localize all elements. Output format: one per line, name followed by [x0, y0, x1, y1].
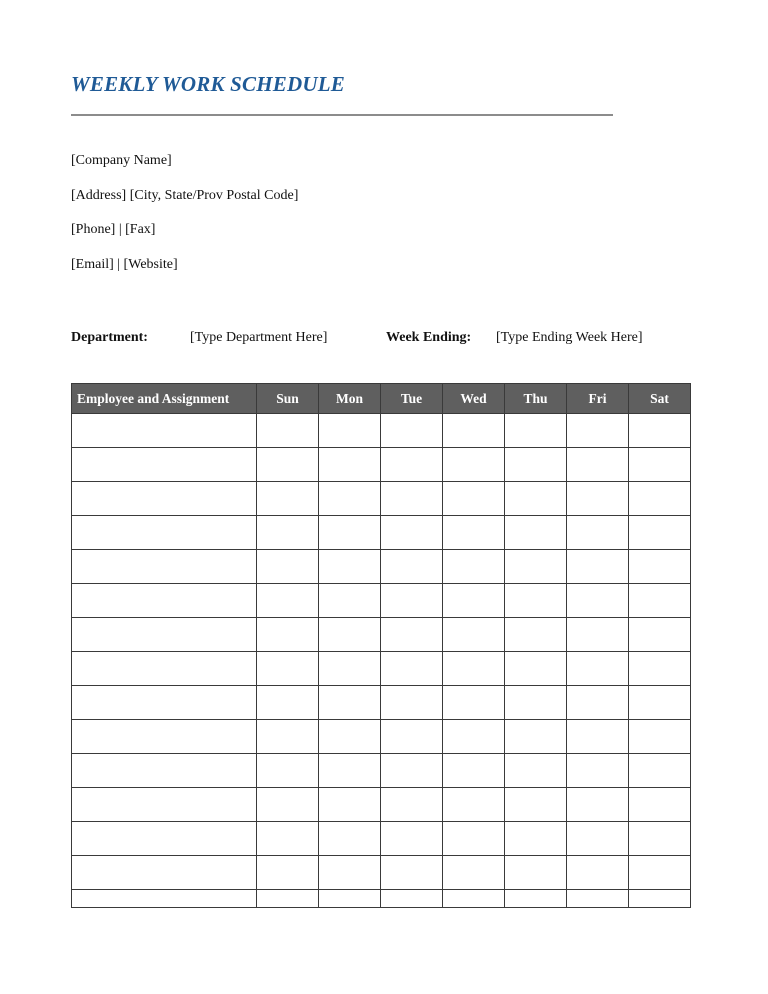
schedule-cell-sun[interactable]	[257, 788, 319, 822]
schedule-cell-fri[interactable]	[567, 720, 629, 754]
schedule-cell-fri[interactable]	[567, 448, 629, 482]
table-row	[72, 788, 691, 822]
schedule-body	[72, 414, 691, 908]
schedule-cell-sun[interactable]	[257, 720, 319, 754]
schedule-cell-fri[interactable]	[567, 550, 629, 584]
schedule-cell-thu[interactable]	[505, 686, 567, 720]
schedule-cell-employee[interactable]	[72, 482, 257, 516]
schedule-cell-sun[interactable]	[257, 516, 319, 550]
schedule-cell-fri[interactable]	[567, 890, 629, 908]
schedule-cell-thu[interactable]	[505, 788, 567, 822]
column-header-mon: Mon	[319, 384, 381, 414]
schedule-cell-wed[interactable]	[443, 686, 505, 720]
schedule-cell-tue[interactable]	[381, 414, 443, 448]
schedule-cell-sat[interactable]	[629, 584, 691, 618]
schedule-cell-sat[interactable]	[629, 822, 691, 856]
table-row	[72, 890, 691, 908]
schedule-cell-mon[interactable]	[319, 652, 381, 686]
schedule-cell-tue[interactable]	[381, 448, 443, 482]
schedule-cell-employee[interactable]	[72, 754, 257, 788]
schedule-cell-mon[interactable]	[319, 448, 381, 482]
schedule-cell-thu[interactable]	[505, 448, 567, 482]
schedule-cell-wed[interactable]	[443, 720, 505, 754]
company-phone-fax[interactable]: [Phone] | [Fax]	[71, 222, 156, 237]
schedule-cell-tue[interactable]	[381, 618, 443, 652]
schedule-cell-mon[interactable]	[319, 720, 381, 754]
schedule-cell-thu[interactable]	[505, 482, 567, 516]
company-address[interactable]: [Address] [City, State/Prov Postal Code]	[71, 188, 299, 203]
schedule-cell-sat[interactable]	[629, 754, 691, 788]
schedule-cell-fri[interactable]	[567, 788, 629, 822]
schedule-cell-wed[interactable]	[443, 618, 505, 652]
schedule-cell-sun[interactable]	[257, 652, 319, 686]
schedule-cell-tue[interactable]	[381, 754, 443, 788]
schedule-cell-wed[interactable]	[443, 788, 505, 822]
schedule-cell-thu[interactable]	[505, 652, 567, 686]
schedule-cell-fri[interactable]	[567, 618, 629, 652]
table-row	[72, 754, 691, 788]
schedule-cell-mon[interactable]	[319, 584, 381, 618]
schedule-cell-wed[interactable]	[443, 822, 505, 856]
schedule-cell-sat[interactable]	[629, 652, 691, 686]
document-title: WEEKLY WORK SCHEDULE	[71, 72, 345, 96]
schedule-cell-tue[interactable]	[381, 652, 443, 686]
schedule-cell-mon[interactable]	[319, 482, 381, 516]
schedule-cell-thu[interactable]	[505, 618, 567, 652]
schedule-cell-mon[interactable]	[319, 754, 381, 788]
schedule-cell-employee[interactable]	[72, 618, 257, 652]
schedule-cell-wed[interactable]	[443, 754, 505, 788]
schedule-cell-sat[interactable]	[629, 550, 691, 584]
company-name[interactable]: [Company Name]	[71, 153, 172, 168]
schedule-cell-mon[interactable]	[319, 822, 381, 856]
column-header-sat: Sat	[629, 384, 691, 414]
schedule-cell-sat[interactable]	[629, 448, 691, 482]
schedule-cell-wed[interactable]	[443, 856, 505, 890]
schedule-cell-employee[interactable]	[72, 448, 257, 482]
table-row	[72, 686, 691, 720]
table-row	[72, 448, 691, 482]
schedule-cell-wed[interactable]	[443, 550, 505, 584]
schedule-table	[71, 383, 691, 908]
schedule-cell-wed[interactable]	[443, 584, 505, 618]
schedule-cell-tue[interactable]	[381, 822, 443, 856]
week-ending-field[interactable]: [Type Ending Week Here]	[496, 330, 643, 345]
schedule-cell-employee[interactable]	[72, 584, 257, 618]
schedule-cell-tue[interactable]	[381, 856, 443, 890]
schedule-cell-wed[interactable]	[443, 652, 505, 686]
schedule-cell-sat[interactable]	[629, 516, 691, 550]
schedule-cell-mon[interactable]	[319, 890, 381, 908]
schedule-cell-sun[interactable]	[257, 550, 319, 584]
schedule-cell-sat[interactable]	[629, 890, 691, 908]
table-row	[72, 550, 691, 584]
column-header-wed: Wed	[443, 384, 505, 414]
schedule-cell-tue[interactable]	[381, 550, 443, 584]
table-row	[72, 482, 691, 516]
schedule-cell-tue[interactable]	[381, 482, 443, 516]
table-row	[72, 414, 691, 448]
schedule-cell-wed[interactable]	[443, 482, 505, 516]
schedule-cell-mon[interactable]	[319, 414, 381, 448]
schedule-cell-employee[interactable]	[72, 686, 257, 720]
schedule-cell-sun[interactable]	[257, 856, 319, 890]
schedule-cell-mon[interactable]	[319, 686, 381, 720]
table-row	[72, 720, 691, 754]
schedule-cell-mon[interactable]	[319, 516, 381, 550]
table-row	[72, 856, 691, 890]
schedule-cell-fri[interactable]	[567, 516, 629, 550]
column-header-fri: Fri	[567, 384, 629, 414]
schedule-cell-sun[interactable]	[257, 482, 319, 516]
schedule-cell-fri[interactable]	[567, 754, 629, 788]
schedule-cell-thu[interactable]	[505, 414, 567, 448]
schedule-cell-employee[interactable]	[72, 788, 257, 822]
schedule-cell-wed[interactable]	[443, 516, 505, 550]
schedule-cell-wed[interactable]	[443, 414, 505, 448]
schedule-cell-thu[interactable]	[505, 856, 567, 890]
schedule-cell-sun[interactable]	[257, 822, 319, 856]
schedule-cell-sun[interactable]	[257, 448, 319, 482]
column-header-employee: Employee and Assignment	[72, 384, 257, 414]
schedule-cell-sat[interactable]	[629, 618, 691, 652]
column-header-sun: Sun	[257, 384, 319, 414]
schedule-cell-sat[interactable]	[629, 788, 691, 822]
schedule-cell-sat[interactable]	[629, 686, 691, 720]
schedule-cell-fri[interactable]	[567, 414, 629, 448]
schedule-cell-fri[interactable]	[567, 584, 629, 618]
schedule-cell-sun[interactable]	[257, 584, 319, 618]
schedule-cell-mon[interactable]	[319, 788, 381, 822]
schedule-cell-thu[interactable]	[505, 890, 567, 908]
schedule-cell-tue[interactable]	[381, 584, 443, 618]
schedule-cell-sun[interactable]	[257, 414, 319, 448]
table-row	[72, 822, 691, 856]
schedule-cell-fri[interactable]	[567, 482, 629, 516]
schedule-cell-fri[interactable]	[567, 652, 629, 686]
week-ending-label: Week Ending:	[386, 330, 472, 345]
schedule-cell-employee[interactable]	[72, 550, 257, 584]
company-email-website[interactable]: [Email] | [Website]	[71, 257, 178, 272]
schedule-cell-wed[interactable]	[443, 890, 505, 908]
schedule-cell-sun[interactable]	[257, 618, 319, 652]
schedule-cell-sat[interactable]	[629, 414, 691, 448]
schedule-cell-thu[interactable]	[505, 754, 567, 788]
schedule-cell-sat[interactable]	[629, 720, 691, 754]
schedule-cell-employee[interactable]	[72, 720, 257, 754]
schedule-cell-employee[interactable]	[72, 890, 257, 908]
table-row	[72, 516, 691, 550]
table-row	[72, 652, 691, 686]
column-header-tue: Tue	[381, 384, 443, 414]
column-header-thu: Thu	[505, 384, 567, 414]
schedule-cell-thu[interactable]	[505, 822, 567, 856]
schedule-cell-tue[interactable]	[381, 788, 443, 822]
schedule-cell-sun[interactable]	[257, 686, 319, 720]
schedule-cell-thu[interactable]	[505, 584, 567, 618]
schedule-cell-employee[interactable]	[72, 652, 257, 686]
schedule-cell-tue[interactable]	[381, 516, 443, 550]
schedule-cell-sun[interactable]	[257, 754, 319, 788]
schedule-cell-mon[interactable]	[319, 856, 381, 890]
schedule-cell-employee[interactable]	[72, 856, 257, 890]
schedule-cell-fri[interactable]	[567, 856, 629, 890]
table-row	[72, 584, 691, 618]
schedule-cell-tue[interactable]	[381, 720, 443, 754]
schedule-cell-tue[interactable]	[381, 686, 443, 720]
schedule-cell-sat[interactable]	[629, 482, 691, 516]
schedule-cell-thu[interactable]	[505, 516, 567, 550]
schedule-cell-employee[interactable]	[72, 516, 257, 550]
department-field[interactable]: [Type Department Here]	[190, 330, 328, 345]
schedule-cell-thu[interactable]	[505, 550, 567, 584]
schedule-cell-employee[interactable]	[72, 414, 257, 448]
schedule-cell-fri[interactable]	[567, 822, 629, 856]
table-row	[72, 618, 691, 652]
schedule-cell-employee[interactable]	[72, 822, 257, 856]
schedule-header-row	[72, 384, 691, 414]
title-divider	[71, 114, 613, 116]
schedule-cell-sun[interactable]	[257, 890, 319, 908]
department-label: Department:	[71, 330, 148, 345]
schedule-cell-mon[interactable]	[319, 618, 381, 652]
schedule-cell-wed[interactable]	[443, 448, 505, 482]
schedule-cell-thu[interactable]	[505, 720, 567, 754]
schedule-cell-fri[interactable]	[567, 686, 629, 720]
schedule-cell-tue[interactable]	[381, 890, 443, 908]
schedule-cell-mon[interactable]	[319, 550, 381, 584]
schedule-cell-sat[interactable]	[629, 856, 691, 890]
